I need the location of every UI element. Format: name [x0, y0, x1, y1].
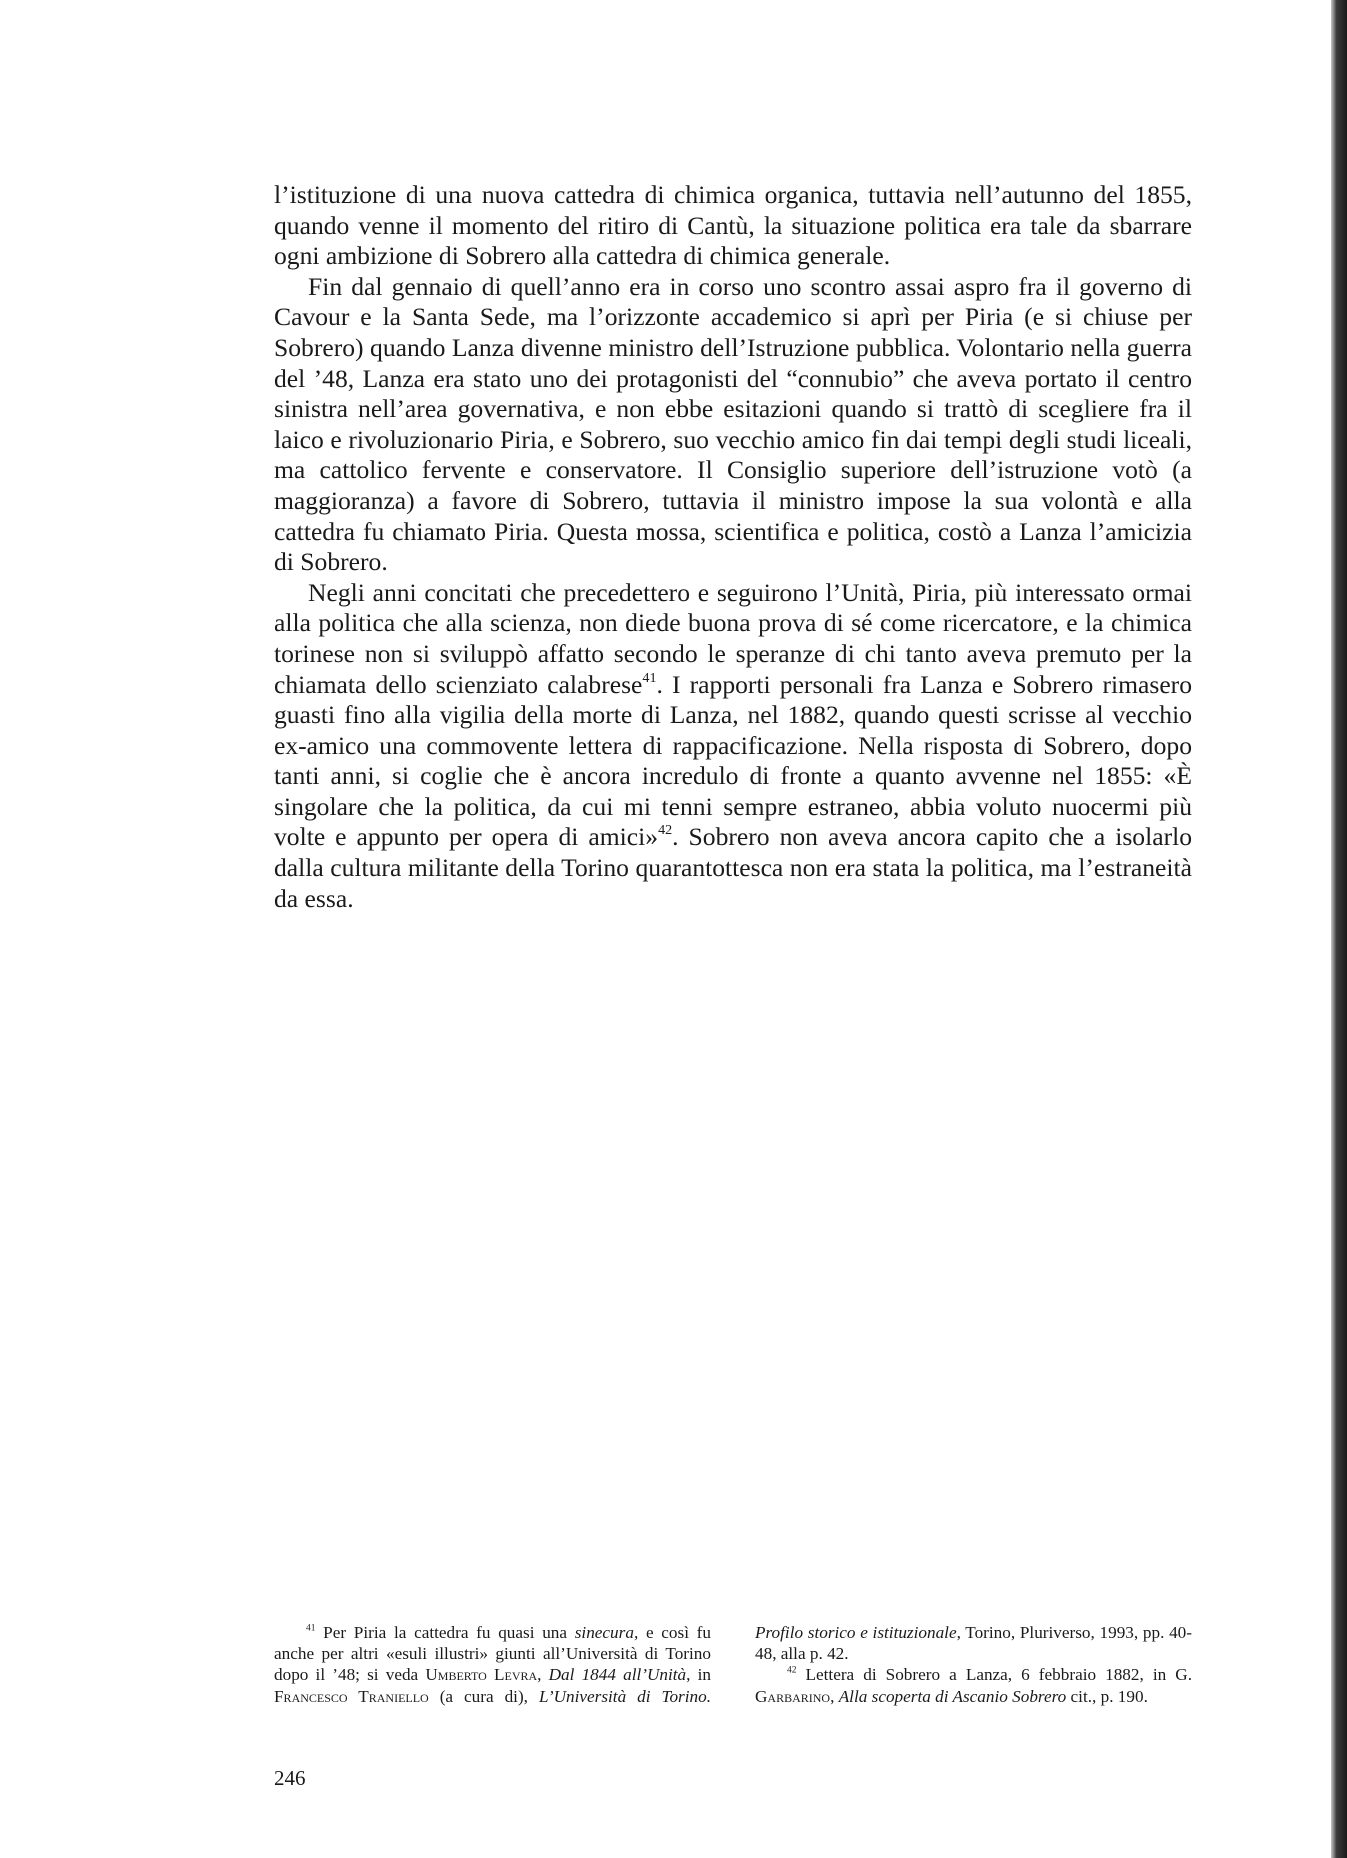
footnote-41-text: , in	[686, 1665, 711, 1685]
body-text	[274, 180, 1192, 914]
footnote-42-text: Lettera di Sobrero a Lanza, 6 febbraio 1882, in	[805, 1665, 1176, 1685]
footnote-42	[755, 1664, 1192, 1706]
page-binding-edge	[1331, 0, 1347, 1858]
footnotes	[274, 1622, 1192, 1707]
footnote-41-italic: Dal 1844 all’Unità	[548, 1665, 687, 1685]
footnote-42-author: G. Garbarino	[755, 1665, 1192, 1706]
paragraph-3-part-a: Negli anni concitati che precedettero e seguirono l’Unità, Piria, più interessato ormai alla politica che alla scienza, non diede buona prova di sé come ricercatore, e la chimica torinese non si sviluppò affatto secondo le speranze di chi tanto aveva premuto per la chiamata dello scienziato calabrese	[274, 577, 1192, 699]
footnote-41-text: (a cura di),	[428, 1686, 539, 1706]
paragraph-1: l’istituzione di una nuova cattedra di chimica organica, tuttavia nell’autunno del 1855, quando venne il momento del ritiro di Cantù, la situazione politica era tale da sbarrare ogni ambizione di Sobrero alla cattedra di chimica generale.	[274, 180, 1192, 271]
footnote-41-author: Francesco Traniello	[274, 1686, 429, 1706]
footnote-41-text: , e così fu anche per altri «esuli illustri» giunti all’Università di Torino dopo il ’48; si veda	[274, 1623, 712, 1685]
footnote-42-number: 42	[787, 1665, 797, 1676]
paragraph-2: Fin dal gennaio di quell’anno era in corso uno scontro assai aspro fra il governo di Cavour e la Santa Sede, ma l’orizzonte accademico si aprì per Piria (e si chiuse per Sobrero) quando Lanza divenne ministro dell’Istruzione pubblica. Volontario nella guerra del ’48, Lanza era stato uno dei protagonisti del “connubio” che aveva portato il centro sinistra nell’area governativa, e non ebbe esitazioni quando si trattò di scegliere fra il laico e rivoluzionario Piria, e Sobrero, suo vecchio amico fin dai tempi degli studi liceali, ma cattolico fervente e conservatore. Il Consiglio superiore dell’istruzione votò (a maggioranza) a favore di Sobrero, tuttavia il ministro impose la sua volontà e alla cattedra fu chiamato Piria. Questa mossa, scientifica e politica, costò a Lanza l’amicizia di Sobrero.	[274, 271, 1192, 577]
footnote-41-italic: sinecura	[574, 1623, 634, 1642]
footnote-41-author: Umberto Levra	[425, 1665, 538, 1685]
footnote-ref-41[interactable]: 41	[642, 669, 657, 686]
footnote-41-text: Per Piria la cattedra fu quasi una	[323, 1623, 575, 1642]
footnote-41-text: ,	[537, 1665, 549, 1685]
footnote-42-text: ,	[830, 1686, 839, 1706]
footnote-42-text: cit., p. 190.	[1066, 1686, 1148, 1706]
footnote-41-text: , Torino, Pluriverso, 1993, pp. 40-48, alla p. 42.	[755, 1623, 1192, 1664]
paragraph-3-part-c: . Sobrero non aveva ancora capito che a isolarlo dalla cultura militante della Torino quarantottesca non era stata la politica, ma l’estraneità da essa.	[274, 822, 1192, 913]
page-number: 246	[274, 1766, 306, 1790]
footnote-41-number: 41	[306, 1623, 316, 1634]
paragraph-3-part-b: . I rapporti personali fra Lanza e Sobrero rimasero guasti fino alla vigilia della morte di Lanza, nel 1882, quando questi scrisse al vecchio ex-amico una commovente lettera di rappacificazione. Nella risposta di Sobrero, dopo tanti anni, si coglie che è ancora incredulo di fronte a quanto avvenne nel 1855: «È singolare che la politica, da cui mi tenni sempre estraneo, abbia voluto nuocermi più volte e appunto per opera di amici»	[274, 669, 1192, 852]
footnote-41-italic: L’Università di Torino. Profilo storico e istituzionale	[538, 1623, 957, 1706]
paragraph-3	[274, 578, 1192, 915]
footnote-ref-42[interactable]: 42	[658, 822, 673, 839]
footnote-42-italic: Alla scoperta di Ascanio Sobrero	[838, 1686, 1067, 1706]
